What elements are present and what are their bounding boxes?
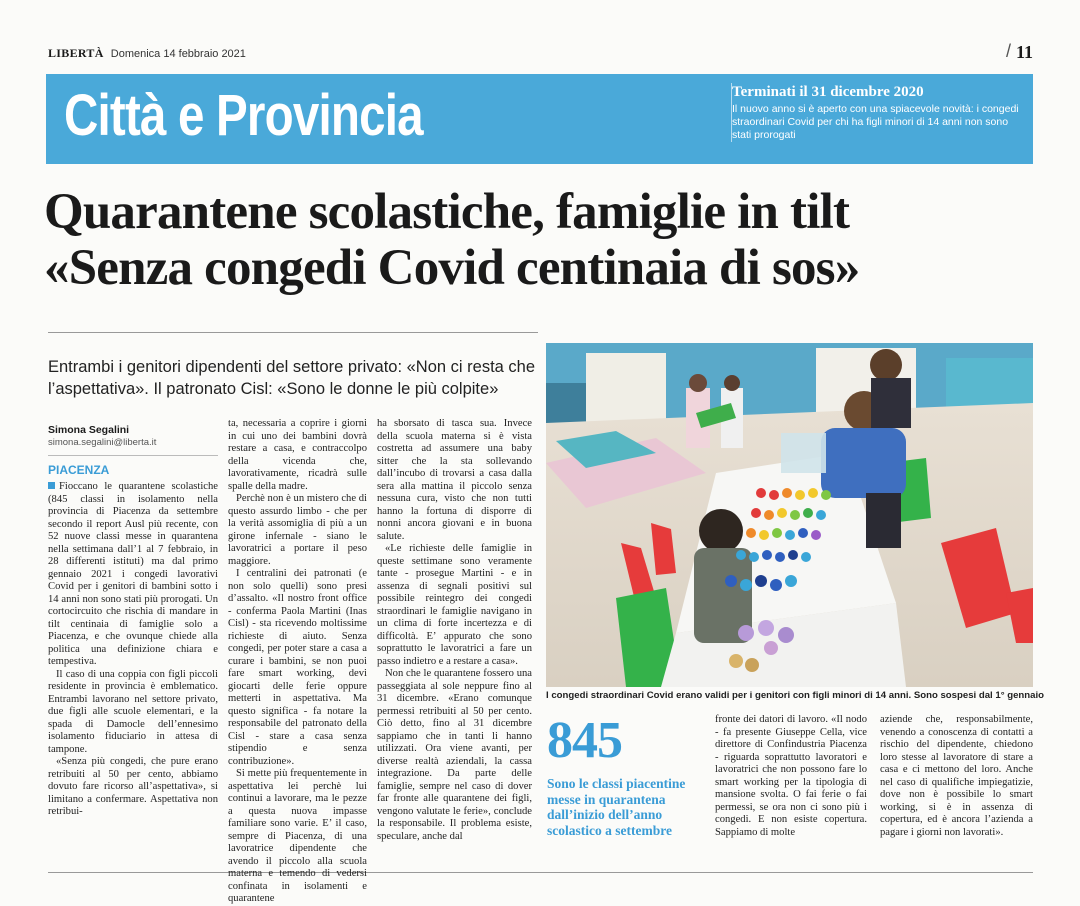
paragraph: aziende che, responsabilmente, venendo a conoscenza di contatti a rischio del dipendente, chiedono loro stesse al lavoratore di stare a casa e ci mettono del loro. Anche nel caso di qualifiche impiegatizie, dove non è possibile lo smart working, si è in assenza di copertura, ed è ancora l’azienda a pagare i giorni non lavorati».	[880, 714, 1033, 838]
paragraph: Perchè non è un mistero che di questo assurdo limbo - che per la verità assomiglia di più a un girone infernale - siano le lavoratrici a portare il peso maggiore.	[228, 493, 367, 567]
text-column-1	[48, 481, 218, 819]
banner-box-title: Terminati il 31 dicembre 2020	[732, 84, 924, 100]
byline-divider	[48, 455, 218, 456]
stat-number: 845	[547, 712, 622, 769]
paragraph: Non che le quarantene fossero una passeggiata al sole neppure fino al 31 dicembre. «Erano comunque permessi retribuiti al 50 per cento. Ciò detto, fino al 31 dicembre sappiamo che in tanti li hanno utilizzati. Ora viene avanti, per diverse realtà aziendali, la cassa integrazione. Da parte delle famiglie, sempre nel caso di dover far fronte alle quarantene dei figli, vengono valutate le ferie», conclude la responsabile. Il problema esiste, speculare, anche dal	[377, 668, 532, 842]
banner-summary-box	[731, 83, 1021, 142]
square-bullet-icon	[48, 482, 55, 489]
newspaper-brand: LIBERTÀ	[48, 46, 104, 60]
paragraph-text: Fioccano le quarantene scolastiche (845 classi in isolamento nella provincia di Piacenza da settembre secondo il report Ausl più recente, con 52 nuove classi messe in quarantena nella settimana dall’1 al 7 febbraio, in 28 differenti istituti) ma dal primo gennaio 2021 i congedi lavorativi Covid per i genitori di bambini sotto i 14 anni non sono stati più prorogati. Un cortocircuito che rischia di mandare in tilt centinaia di famiglie solo a Piacenza, e che ovunque chiede alla politica una definizione chiara e tempestiva.	[48, 481, 218, 667]
divider-top	[48, 332, 538, 333]
text-column-3	[377, 418, 532, 843]
author-email[interactable]: simona.segalini@liberta.it	[48, 437, 157, 448]
paragraph: Il caso di una coppia con figli piccoli residente in provincia è emblematico. Entrambi lavorano nel settore privato, due figli alle scuole elementari, e la spada di Damocle dell’ennesimo isolamento fiduciario in attesa di tampone.	[48, 668, 218, 755]
page-number: 11	[1015, 42, 1033, 62]
divider-bottom	[48, 872, 1033, 873]
issue-date: Domenica 14 febbraio 2021	[110, 48, 246, 60]
article-photo	[546, 343, 1033, 687]
text-column-2	[228, 418, 367, 906]
headline-line-1: Quarantene scolastiche, famiglie in tilt	[44, 184, 850, 240]
paragraph	[48, 481, 218, 669]
paragraph: ha sborsato di tasca sua. Invece della scuola materna si è vista costretta ad assumere una baby sitter che la sta sollevando dall’incubo di trovarsi a casa dalla sera alla mattina il piccolo senza nessuna cura, visto che non tutti hanno la fortuna di disporre di nonni ancora giovani e in buona salute.	[377, 418, 532, 542]
byline	[48, 424, 218, 448]
author-name: Simona Segalini	[48, 424, 130, 436]
paragraph: «Le richieste delle famiglie in queste settimane sono veramente tante - prosegue Martini - e in assenza di segnali positivi sul possibile reintegro dei congedi straordinari le famiglie navigano in un clima di forte incertezza e di difficoltà. E’ appurato che sono soprattutto le lavoratrici a fare un passo indietro e a restare a casa».	[377, 543, 532, 667]
masthead-bar	[48, 41, 1033, 66]
page-slash: /	[1005, 41, 1011, 61]
section-title: Città e Provincia	[64, 83, 423, 148]
subhead: Entrambi i genitori dipendenti del settore privato: «Non ci resta che l’aspettativa». Il patronato Cisl: «Sono le donne le più colpite»	[48, 358, 536, 398]
text-column-4	[715, 714, 867, 839]
paragraph: Si mette più frequentemente in aspettativa lei perchè lui continui a lavorare, ma le pezze a questa nuova impasse familiare sono varie. E’ il caso, sempre di Piacenza, di una lavoratrice dipendente che avendo il piccolo alla scuola materna e temendo di vedersi confinata in isolamenti e quarantene	[228, 768, 367, 904]
photo-caption: I congedi straordinari Covid erano validi per i genitori con figli minori di 14 anni. Sono sospesi dal 1° gennaio	[546, 690, 1044, 701]
stat-box	[547, 714, 712, 838]
classroom-photo-illustration	[546, 343, 1033, 687]
headline-line-2: «Senza congedi Covid centinaia di sos»	[44, 240, 860, 296]
banner-box-text: Il nuovo anno si è aperto con una spiacevole novità: i congedi straordinari Covid per chi ha figli minori di 14 anni non sono stati prorogati	[732, 103, 1019, 141]
paragraph: «Senza più congedi, che pure erano retribuiti al 50 per cento, abbiamo dovuto fare ricorso all’aspettativa», si limitano a confermare. Aspettativa non retribui-	[48, 756, 218, 817]
stat-description: Sono le classi piacentine messe in quarantena dall’inizio dell’anno scolastico a settembre	[547, 776, 686, 838]
paragraph: I centralini dei patronati (e non solo quelli) sono presi d’assalto. «Il nostro front office - conferma Paola Martini (Inas Cisl) - sta ricevendo moltissime richieste di aiuto. Senza congedi, per poter stare a casa a curare i bambini, se non puoi fare smart working, devi giocarti delle ferie oppure metterti in aspettativa. Ma questo significa - fa notare la responsabile del patronato della Cisl - stare a casa senza stipendio e senza contribuzione».	[228, 568, 367, 767]
dateline-location: PIACENZA	[48, 463, 110, 477]
text-column-5	[880, 714, 1033, 839]
paragraph: ta, necessaria a coprire i giorni in cui uno dei bambini dovrà restare a casa, e contraccolpo della vicenda che, lavorativamente, ricadrà sulle spalle della madre.	[228, 418, 367, 492]
paragraph: fronte dei datori di lavoro. «Il nodo - fa presente Giuseppe Cella, vice direttore di Confindustria Piacenza - riguarda soprattutto lavoratori e lavoratrici che non possono fare lo smart working per la tipologia di mansione svolta. O fai ferie o fai permessi, se ora non ci sono più i congedi. E non esiste copertura. Sappiamo di molte	[715, 714, 867, 838]
section-banner	[46, 74, 1033, 164]
headline	[44, 184, 1044, 296]
